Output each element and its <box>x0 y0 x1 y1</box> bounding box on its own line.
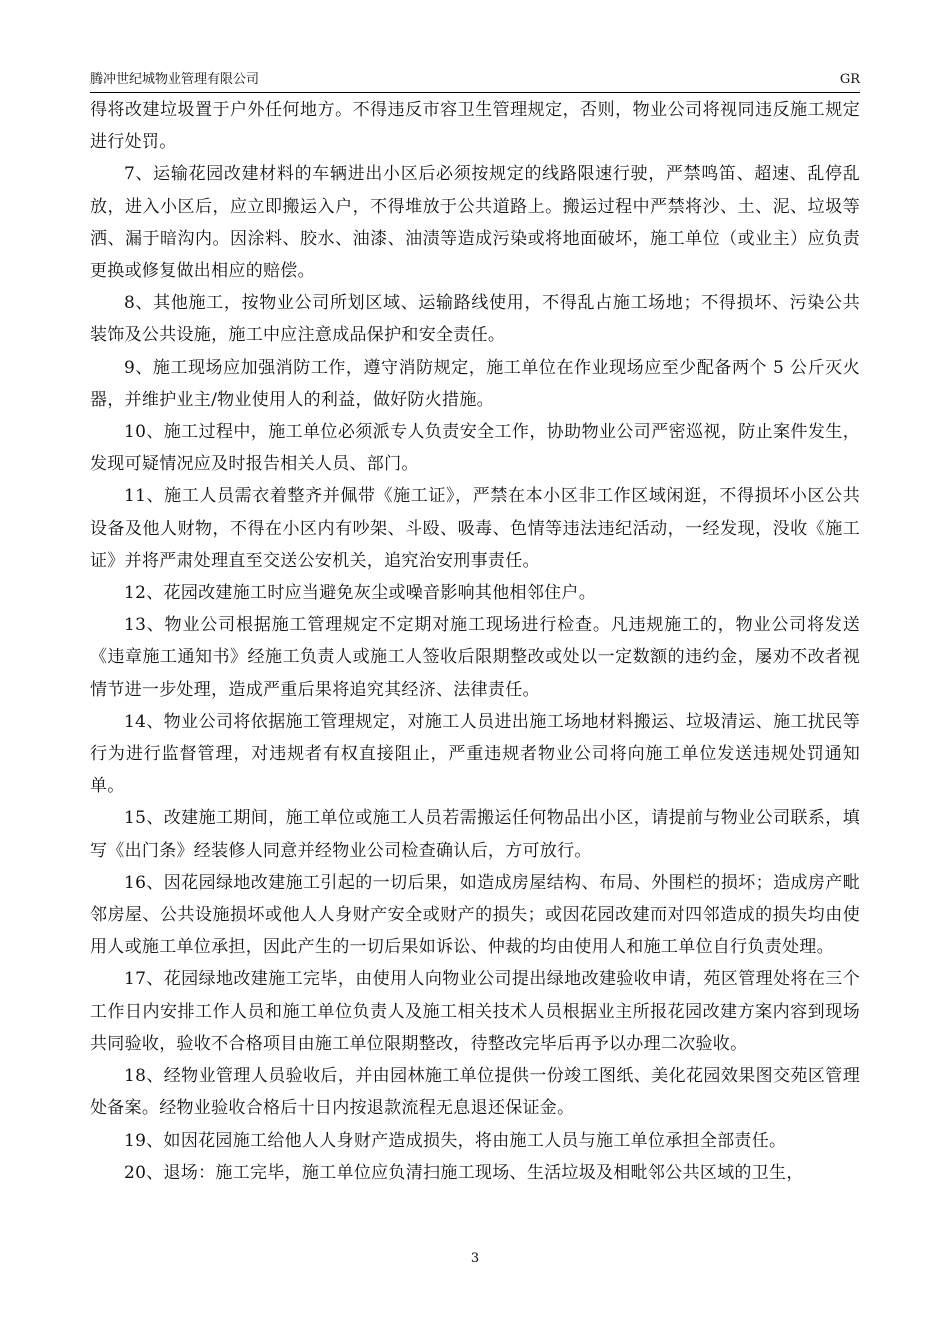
clause-14: 14、物业公司将依据施工管理规定，对施工人员进出施工场地材料搬运、垃圾清运、施工扰民等行为进行监督管理，对违规者有权直接阻止，严重违规者物业公司将向施工单位发送违规处罚通知单。 <box>90 711 860 797</box>
clause-19: 19、如因花园施工给他人人身财产造成损失，将由施工人员与施工单位承担全部责任。 <box>124 1130 787 1151</box>
document-body <box>90 94 860 1189</box>
clause-12: 12、花园改建施工时应当避免灰尘或噪音影响其他相邻住户。 <box>124 583 597 604</box>
clause-13: 13、物业公司根据施工管理规定不定期对施工现场进行检查。凡违规施工的，物业公司将发送《违章施工通知书》经施工负责人或施工人签收后限期整改或处以一定数额的违约金，屡劝不改者视情节进一步处理，造成严重后果将追究其经济、法律责任。 <box>90 615 860 700</box>
continued-paragraph: 得将改建垃圾置于户外任何地方。不得违反市容卫生管理规定，否则，物业公司将视同违反施工规定进行处罚。 <box>90 100 860 153</box>
clause-8: 8、其他施工，按物业公司所划区域、运输路线使用，不得乱占施工场地；不得损坏、污染公共装饰及公共设施，施工中应注意成品保护和安全责任。 <box>90 293 860 346</box>
clause-16: 16、因花园绿地改建施工引起的一切后果，如造成房屋结构、布局、外围栏的损坏；造成房产毗邻房屋、公共设施损坏或他人人身财产安全或财产的损失；或因花园改建而对四邻造成的损失均由使用人或施工单位承担，因此产生的一切后果如诉讼、仲裁的均由使用人和施工单位自行负责处理。 <box>90 872 860 958</box>
clause-9: 9、施工现场应加强消防工作，遵守消防规定，施工单位在作业现场应至少配备两个 5 公斤灭火器，并维护业主/物业使用人的利益，做好防火措施。 <box>90 357 860 410</box>
clause-20: 20、退场：施工完毕，施工单位应负清扫施工现场、生活垃圾及相毗邻公共区域的卫生， <box>124 1162 804 1183</box>
clause-18: 18、经物业管理人员验收后，并由园林施工单位提供一份竣工图纸、美化花园效果图交苑区管理处备案。经物业验收合格后十日内按退款流程无息退还保证金。 <box>90 1066 860 1119</box>
clause-7: 7、运输花园改建材料的车辆进出小区后必须按规定的线路限速行驶，严禁鸣笛、超速、乱停乱放，进入小区后，应立即搬运入户，不得堆放于公共道路上。搬运过程中严禁将沙、土、泥、垃圾等洒、漏于暗沟内。因涂料、胶水、油漆、油渍等造成污染或将地面破坏，施工单位（或业主）应负责更换或修复做出相应的赔偿。 <box>90 164 860 282</box>
page-header <box>90 70 860 93</box>
page-number: 3 <box>470 1251 480 1266</box>
company-name: 腾冲世纪城物业管理有限公司 <box>90 72 260 87</box>
page-footer <box>0 1250 950 1268</box>
clause-17: 17、花园绿地改建施工完毕，由使用人向物业公司提出绿地改建验收申请，苑区管理处将在三个工作日内安排工作人员和施工单位负责人及施工相关技术人员根据业主所报花园改建方案内容到现场共同验收，验收不合格项目由施工单位限期整改，待整改完毕后再予以办理二次验收。 <box>90 969 860 1054</box>
clause-15: 15、改建施工期间，施工单位或施工人员若需搬运任何物品出小区，请提前与物业公司联系，填写《出门条》经装修人同意并经物业公司检查确认后，方可放行。 <box>90 808 860 861</box>
clause-11: 11、施工人员需衣着整齐并佩带《施工证》，严禁在本小区非工作区域闲逛，不得损坏小区公共设备及他人财物，不得在小区内有吵架、斗殴、吸毒、色情等违法违纪活动，一经发现，没收《施工证》并将严肃处理直至交送公安机关，追究治安刑事责任。 <box>90 486 860 571</box>
document-code: GR <box>839 72 860 87</box>
clause-10: 10、施工过程中，施工单位必须派专人负责安全工作，协助物业公司严密巡视，防止案件发生，发现可疑情况应及时报告相关人员、部门。 <box>90 422 860 475</box>
